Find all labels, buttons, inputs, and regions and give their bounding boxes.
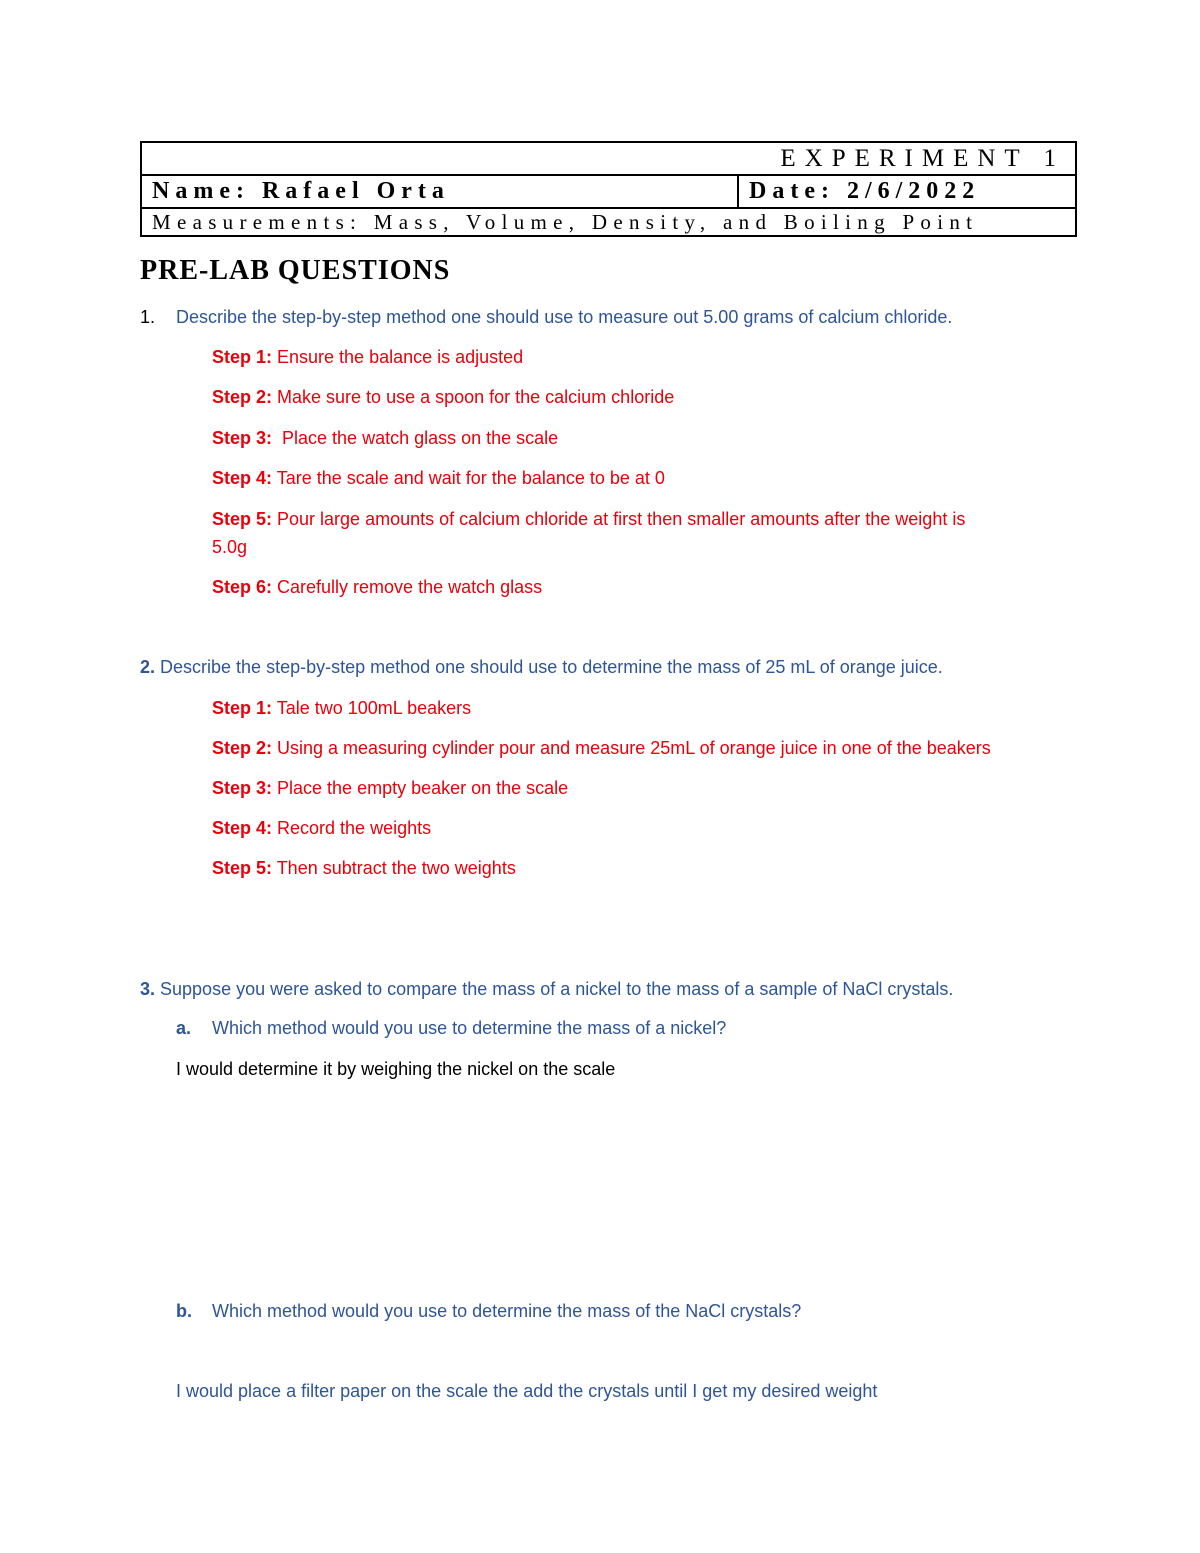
question-3b-text: Which method would you use to determine the mass of the NaCl crystals? xyxy=(212,1301,802,1321)
question-3a-text: Which method would you use to determine the mass of a nickel? xyxy=(212,1018,727,1038)
student-name: Name: Rafael Orta xyxy=(141,175,738,208)
page-title: PRE-LAB QUESTIONS xyxy=(140,255,451,286)
q1-step-4: Step 4: Tare the scale and wait for the balance to be at 0 xyxy=(212,468,665,488)
question-1-text: Describe the step-by-step method one should use to measure out 5.00 grams of calcium chloride. xyxy=(176,307,953,327)
question-3b-label: b. xyxy=(176,1301,192,1321)
q2-step-1: Step 1: Tale two 100mL beakers xyxy=(212,698,472,718)
question-3: 3. Suppose you were asked to compare the mass of a nickel to the mass of a sample of NaCl crystals. xyxy=(140,979,954,999)
q1-step-5: Step 5: Pour large amounts of calcium chloride at first then smaller amounts after the weight is xyxy=(212,509,966,529)
question-1-number: 1. xyxy=(140,307,156,327)
q2-step-3: Step 3: Place the empty beaker on the scale xyxy=(212,778,569,798)
question-3a-label: a. xyxy=(176,1018,192,1038)
lab-date: Date: 2/6/2022 xyxy=(738,175,1076,208)
answer-3b: I would place a filter paper on the scale the add the crystals until I get my desired weight xyxy=(176,1381,878,1401)
experiment-topic: Measurements: Mass, Volume, Density, and Boiling Point xyxy=(141,208,1076,236)
experiment-header-table xyxy=(140,141,1077,237)
q1-step-3: Step 3: Place the watch glass on the scale xyxy=(212,428,559,448)
question-2: 2. Describe the step-by-step method one should use to determine the mass of 25 mL of orange juice. xyxy=(140,657,943,677)
q1-step-6: Step 6: Carefully remove the watch glass xyxy=(212,577,543,597)
q1-step-5-continued: 5.0g xyxy=(212,537,248,557)
q2-step-2: Step 2: Using a measuring cylinder pour and measure 25mL of orange juice in one of the beakers xyxy=(212,738,991,758)
q1-step-1: Step 1: Ensure the balance is adjusted xyxy=(212,347,524,367)
q1-step-2: Step 2: Make sure to use a spoon for the calcium chloride xyxy=(212,387,675,407)
q2-step-4: Step 4: Record the weights xyxy=(212,818,432,838)
q2-step-5: Step 5: Then subtract the two weights xyxy=(212,858,516,878)
answer-3a: I would determine it by weighing the nickel on the scale xyxy=(176,1059,616,1079)
experiment-number: EXPERIMENT 1 xyxy=(141,142,1076,175)
